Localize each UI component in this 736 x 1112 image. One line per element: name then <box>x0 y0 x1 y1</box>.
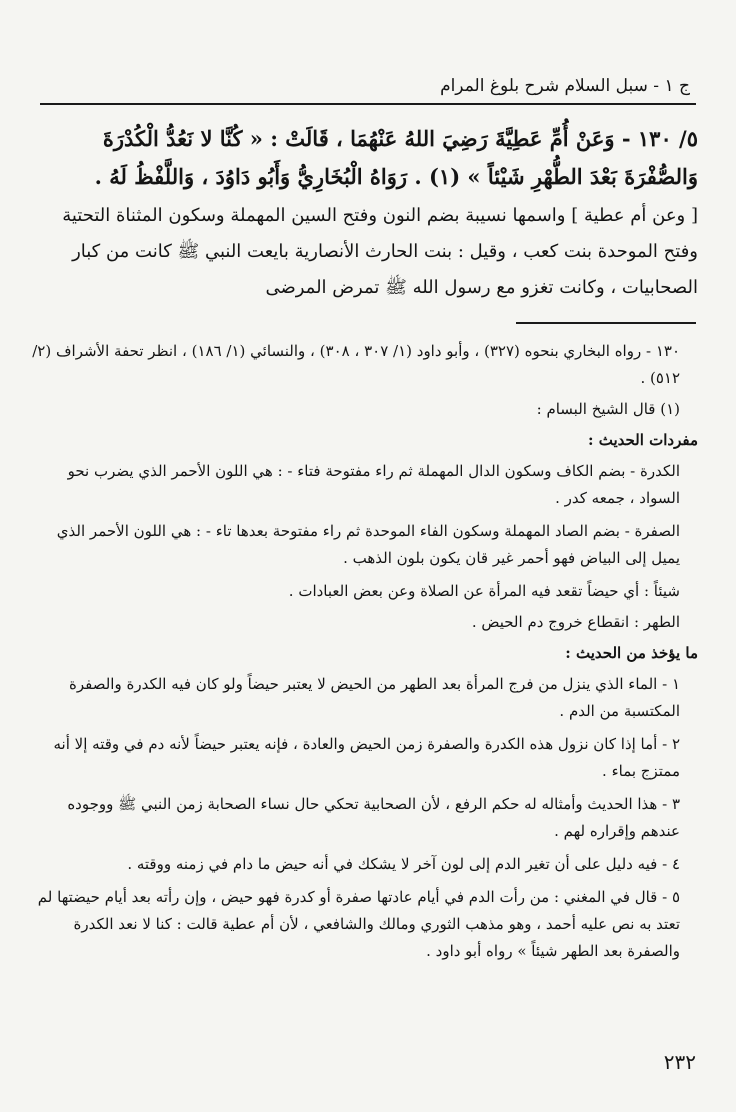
page-number: ٢٣٢ <box>663 1050 696 1074</box>
footnote-rule <box>516 322 696 324</box>
header-rule <box>40 103 696 105</box>
lesson-item: ٣ - هذا الحديث وأمثاله له حكم الرفع ، لأن الصحابية تحكي حال نساء الصحابة زمن النبي ﷺ ووجوده عندهم وإقراره لهم . <box>67 795 680 840</box>
lesson-item: ١ - الماء الذي ينزل من فرج المرأة بعد الطهر من الحيض لا يعتبر حيضاً ولو كان فيه الكدرة والصفرة المكتسبة من الدم . <box>69 675 680 720</box>
hadith-text: ٥/ ١٣٠ - وَعَنْ أُمِّ عَطِيَّةَ رَضِيَ اللهُ عَنْهُمَا ، قَالَتْ : « كُنَّا لا نَعُدُّ الْكُدْرَةَ وَالصُّفْرَةَ بَعْدَ الطُّهْرِ شَيْئاً » (١) . رَوَاهُ الْبُخَارِيُّ وَأَبُو دَاوُدَ ، وَاللَّفْظُ لَهُ . <box>94 126 698 189</box>
lesson-item: ٤ - فيه دليل على أن تغير الدم إلى لون آخر لا يشكك في أنه حيض ما دام في زمنه ووقته . <box>127 855 680 873</box>
running-header: ج ١ - سبل السلام شرح بلوغ المرام <box>440 76 690 96</box>
vocab-item: الصفرة - بضم الصاد المهملة وسكون الفاء الموحدة ثم راء مفتوحة بعدها تاء - : هي اللون الأحمر الذي يميل إلى البياض فهو أحمر غير قان يكون بلون الذهب . <box>56 522 680 567</box>
lessons-heading: ما يؤخذ من الحديث : <box>565 644 698 662</box>
footnotes <box>32 338 698 971</box>
commentary-text: [ وعن أم عطية ] واسمها نسيبة بضم النون وفتح السين المهملة وسكون المثناة التحتية وفتح الموحدة بنت كعب ، وقيل : بنت الحارث الأنصارية بايعت النبي ﷺ كانت من كبار الصحابيات ، وكانت تغزو مع رسول الله ﷺ تمرض المرضى <box>62 205 698 298</box>
vocab-heading: مفردات الحديث : <box>587 431 698 449</box>
source-note: ١٣٠ - رواه البخاري بنحوه (٣٢٧) ، وأبو داود (١/ ٣٠٧ ، ٣٠٨) ، والنسائي (١/ ١٨٦) ، انظر تحفة الأشراف (٢/ ٥١٢) . <box>32 342 680 387</box>
sheikh-note: (١) قال الشيخ البسام : <box>536 400 680 418</box>
vocab-item: الطهر : انقطاع خروج دم الحيض . <box>471 613 680 631</box>
vocab-item: الكدرة - بضم الكاف وسكون الدال المهملة ثم راء مفتوحة فتاء - : هي اللون الأحمر الذي يضرب نحو السواد ، جمعه كدر . <box>67 462 680 507</box>
lesson-item: ٥ - قال في المغني : من رأت الدم في أيام عادتها صفرة أو كدرة فهو حيض ، وإن رأته بعد أيام حيضتها لم تعتد به نص عليه أحمد ، وهو مذهب الثوري ومالك والشافعي ، لأن أم عطية قالت : كنا لا نعد الكدرة والصفرة بعد الطهر شيئاً » رواه أبو داود . <box>37 888 680 960</box>
lesson-item: ٢ - أما إذا كان نزول هذه الكدرة والصفرة زمن الحيض والعادة ، فإنه يعتبر حيضاً لأنه دم في وقته إلا أنه ممتزج بماء . <box>53 735 680 780</box>
vocab-item: شيئاً : أي حيضاً تقعد فيه المرأة عن الصلاة وعن بعض العبادات . <box>288 582 680 600</box>
